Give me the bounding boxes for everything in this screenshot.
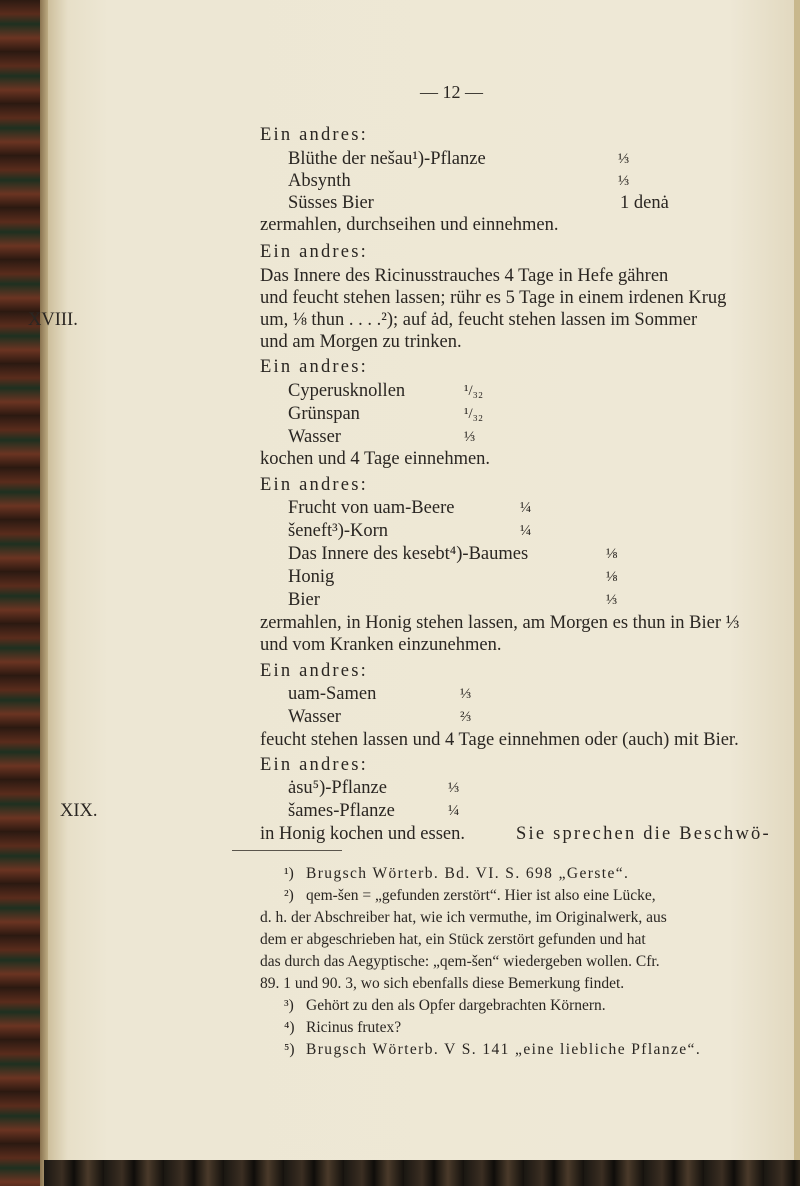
footnote-mark: ⁵)	[284, 1041, 295, 1058]
instruction-line: zermahlen, in Honig stehen lassen, am Morgen es thun in Bier ⅓	[260, 613, 740, 633]
text-line: Das Innere des Ricinusstrauches 4 Tage in Hefe gähren	[260, 266, 669, 286]
footnote-text: das durch das Aegyptische: „qem-šen“ wiedergeben wollen. Cfr.	[260, 953, 660, 970]
ingredient-line: Honig	[288, 567, 335, 587]
margin-number-xviii: XVIII.	[28, 310, 78, 330]
text-line: um, ⅛ thun . . . .²); auf ȧd, feucht stehen lassen im Sommer	[260, 310, 698, 330]
quantity-fraction: ¼	[520, 523, 532, 539]
ingredient-line: šames-Pflanze	[288, 801, 395, 821]
spaced-text: Sie sprechen die Beschwö-	[516, 824, 771, 844]
book-spine	[0, 0, 44, 1186]
footnote-mark: ²)	[284, 887, 294, 904]
heading-ein-andres: Ein andres:	[260, 475, 368, 495]
instruction-line: zermahlen, durchseihen und einnehmen.	[260, 215, 559, 235]
footnote-text: Brugsch Wörterb. Bd. VI. S. 698 „Gerste“.	[306, 865, 630, 882]
footnote-text: 89. 1 und 90. 3, wo sich ebenfalls diese Bemerkung findet.	[260, 975, 625, 992]
page-number: — 12 —	[420, 82, 483, 102]
quantity-fraction: ¼	[448, 803, 460, 819]
footnote-text: qem-šen = „gefunden zerstört“. Hier ist also eine Lücke,	[306, 887, 656, 904]
ingredient-line: uam-Samen	[288, 684, 377, 704]
footnote-text: d. h. der Abschreiber hat, wie ich vermuthe, im Originalwerk, aus	[260, 909, 667, 926]
footnote-mark: ³)	[284, 997, 294, 1014]
footnote-text: Brugsch Wörterb. V S. 141 „eine liebliche Pflanze“.	[306, 1041, 702, 1058]
text-line: und am Morgen zu trinken.	[260, 332, 462, 352]
heading-ein-andres: Ein andres:	[260, 755, 368, 775]
ingredient-line: Absynth	[288, 171, 351, 191]
instruction-line: in Honig kochen und essen.	[260, 824, 466, 844]
text-line: und feucht stehen lassen; rühr es 5 Tage in einem irdenen Krug	[260, 288, 727, 308]
quantity-fraction: ⅓	[606, 592, 618, 608]
quantity-fraction: ¹/₃₂	[464, 383, 484, 399]
quantity-dena: 1 denȧ	[620, 193, 669, 213]
instruction-line: kochen und 4 Tage einnehmen.	[260, 449, 491, 469]
ingredient-line: Das Innere des kesebt⁴)-Baumes	[288, 544, 529, 564]
heading-ein-andres: Ein andres:	[260, 242, 368, 262]
quantity-fraction: ⅓	[448, 780, 460, 796]
instruction-line: und vom Kranken einzunehmen.	[260, 635, 502, 655]
quantity-fraction: ⅓	[618, 151, 630, 167]
quantity-fraction: ⅓	[464, 429, 476, 445]
footnote-mark: ¹)	[284, 865, 294, 882]
quantity-fraction: ⅓	[618, 173, 630, 189]
heading-ein-andres: Ein andres:	[260, 125, 368, 145]
margin-number-xix: XIX.	[60, 801, 98, 821]
ingredient-line: Süsses Bier	[288, 193, 374, 213]
ingredient-line: Frucht von uam-Beere	[288, 498, 455, 518]
footnote-rule	[232, 850, 342, 851]
heading-ein-andres: Ein andres:	[260, 357, 368, 377]
quantity-fraction: ¼	[520, 500, 532, 516]
ingredient-line: Grünspan	[288, 404, 360, 424]
footnote-text: Ricinus frutex?	[306, 1019, 402, 1036]
ingredient-line: šeneft³)-Korn	[288, 521, 389, 541]
instruction-line: feucht stehen lassen und 4 Tage einnehmen oder (auch) mit Bier.	[260, 730, 739, 750]
heading-ein-andres: Ein andres:	[260, 661, 368, 681]
ingredient-line: Wasser	[288, 427, 341, 447]
footnote-text: dem er abgeschrieben hat, ein Stück zerstört gefunden und hat	[260, 931, 646, 948]
quantity-fraction: ⅔	[460, 709, 472, 725]
book-bottom-edge	[44, 1160, 800, 1186]
quantity-fraction: ⅓	[460, 686, 472, 702]
quantity-fraction: ⅛	[606, 569, 618, 585]
footnote-mark: ⁴)	[284, 1019, 295, 1036]
ingredient-line: Blüthe der nešau¹)-Pflanze	[288, 149, 486, 169]
book-page	[28, 0, 794, 1160]
ingredient-line: Wasser	[288, 707, 341, 727]
quantity-fraction: ⅛	[606, 546, 618, 562]
ingredient-line: Cyperusknollen	[288, 381, 406, 401]
footnote-text: Gehört zu den als Opfer dargebrachten Körnern.	[306, 997, 606, 1014]
quantity-fraction: ¹/₃₂	[464, 406, 484, 422]
page-right-edge	[794, 0, 800, 1186]
ingredient-line: ȧsu⁵)-Pflanze	[288, 778, 387, 798]
ingredient-line: Bier	[288, 590, 320, 610]
